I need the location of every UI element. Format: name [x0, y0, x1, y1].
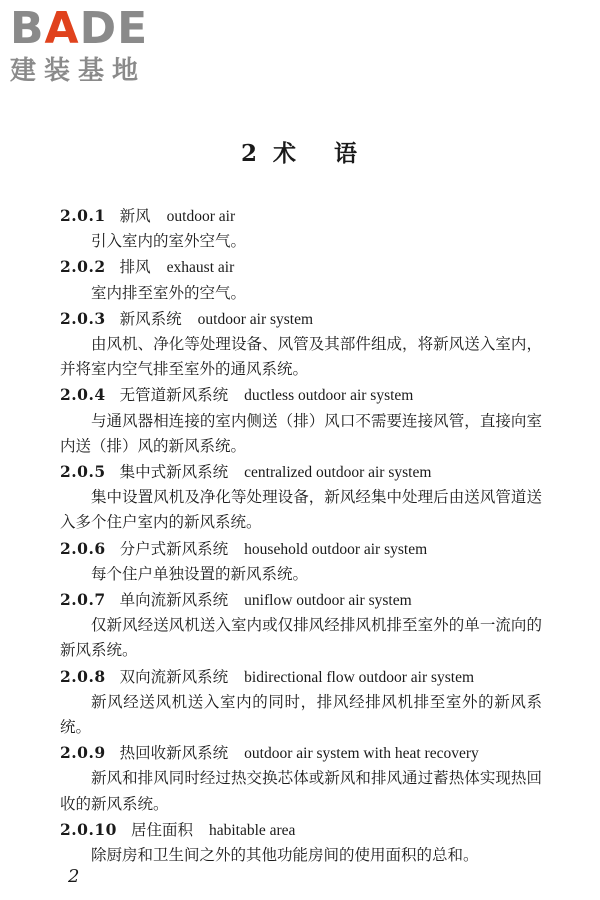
term-english: centralized outdoor air system: [244, 464, 432, 482]
term-entry: [60, 459, 542, 536]
term-english: bidirectional flow outdoor air system: [244, 668, 475, 686]
term-chinese: 集中式新风系统: [119, 463, 229, 482]
logo-letters: DE: [79, 3, 149, 54]
logo-accent-letter: A: [44, 3, 80, 54]
term-definition: 与通风器相连接的室内侧送（排）风口不需要连接风管，直接向室内送（排）风的新风系统。: [60, 411, 542, 455]
term-chinese: 排风: [119, 258, 151, 277]
chapter-number: 2: [240, 140, 259, 167]
logo-subtitle: 建装基地: [10, 56, 147, 86]
term-number: 2.0.5: [60, 462, 106, 482]
term-number: 2.0.2: [60, 257, 106, 277]
term-entry: [60, 254, 542, 305]
term-definition: 引入室内的室外空气。: [91, 232, 247, 251]
logo-wordmark: [10, 3, 180, 54]
chapter-title-char-2: 语: [334, 140, 359, 167]
term-english: ductless outdoor air system: [244, 387, 414, 405]
term-entry: [60, 203, 542, 254]
term-definition: 新风和排风同时经过热交换芯体或新风和排风通过蓄热体实现热回收的新风系统。: [60, 769, 542, 813]
term-number: 2.0.7: [60, 590, 106, 610]
term-heading: [60, 254, 542, 280]
term-english: outdoor air system with heat recovery: [244, 745, 479, 763]
term-heading: [60, 203, 542, 229]
term-definition: 新风经送风机送入室内的同时，排风经排风机排至室外的新风系统。: [60, 692, 542, 737]
term-entry: [60, 587, 542, 664]
logo-letter: B: [10, 3, 45, 54]
term-number: 2.0.6: [60, 538, 106, 558]
chapter-title-char-1: 术: [273, 140, 298, 167]
logo: [10, 3, 180, 86]
term-chinese: 热回收新风系统: [119, 744, 229, 763]
term-definition: 每个住户单独设置的新风系统。: [91, 564, 309, 583]
term-entry: [60, 382, 542, 459]
term-heading: [60, 740, 542, 766]
page-number: 2: [68, 866, 80, 887]
term-english: outdoor air system: [197, 310, 314, 328]
term-english: outdoor air: [166, 208, 236, 225]
term-heading: [60, 306, 542, 332]
term-heading: [60, 587, 542, 613]
term-heading: [60, 664, 542, 690]
term-definition: 集中设置风机及净化等处理设备，新风经集中处理后由送风管道送入多个住户室内的新风系统。: [60, 488, 542, 532]
term-definition: 室内排至室外的空气。: [91, 283, 247, 302]
term-english: exhaust air: [166, 259, 235, 277]
term-chinese: 新风系统: [119, 309, 182, 328]
term-entry: [60, 817, 542, 868]
term-english: household outdoor air system: [244, 540, 428, 558]
term-definition: 仅新风经送风机送入室内或仅排风经排风机排至室外的单一流向的新风系统。: [60, 616, 542, 660]
term-entry: [60, 664, 542, 741]
term-english: uniflow outdoor air system: [244, 592, 412, 610]
chapter-title: [0, 138, 600, 170]
term-chinese: 单向流新风系统: [119, 591, 229, 610]
term-entry: [60, 306, 542, 383]
term-chinese: 双向流新风系统: [119, 667, 229, 686]
term-heading: [60, 459, 542, 485]
term-english: habitable area: [208, 821, 296, 839]
term-number: 2.0.3: [60, 308, 106, 328]
term-chinese: 分户式新风系统: [119, 539, 229, 558]
term-entry: [60, 536, 542, 587]
term-definition: 除厨房和卫生间之外的其他功能房间的使用面积的总和。: [91, 846, 479, 865]
term-heading: [60, 382, 542, 408]
term-number: 2.0.4: [60, 385, 106, 405]
term-chinese: 新风: [119, 207, 151, 225]
term-number: 2.0.8: [60, 666, 106, 686]
term-number: 2.0.9: [60, 743, 106, 763]
term-chinese: 无管道新风系统: [119, 386, 229, 405]
term-number: 2.0.1: [60, 206, 106, 225]
term-heading: [60, 817, 542, 843]
term-chinese: 居住面积: [130, 820, 193, 839]
term-number: 2.0.10: [60, 819, 117, 839]
terms-list: [60, 203, 542, 868]
term-definition: 由风机、净化等处理设备、风管及其部件组成，将新风送入室内，并将室内空气排至室外的通风系统。: [60, 335, 542, 379]
term-heading: [60, 536, 542, 562]
term-entry: [60, 740, 542, 817]
